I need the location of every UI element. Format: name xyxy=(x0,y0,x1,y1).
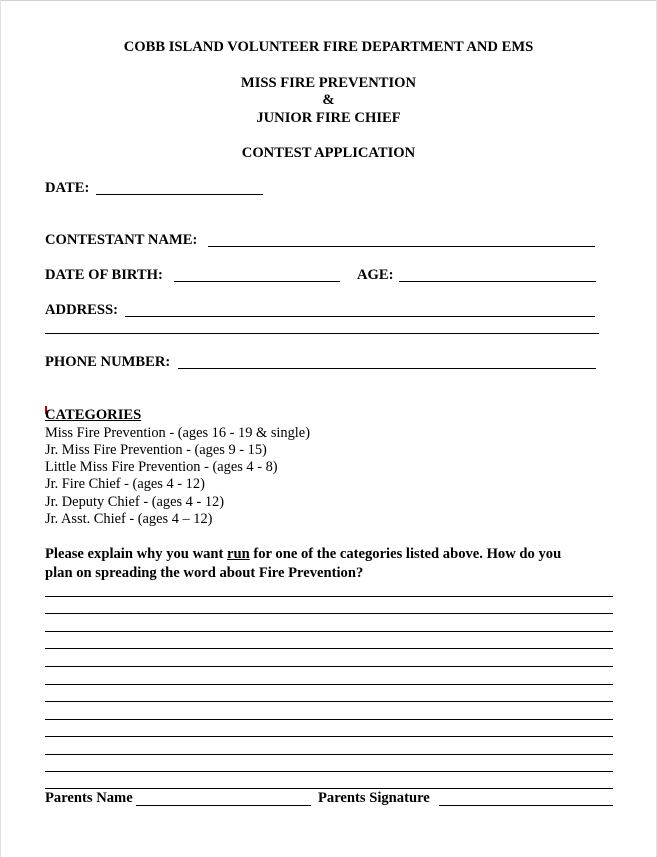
parents-name-label: Parents Name xyxy=(45,790,133,806)
answer-line[interactable] xyxy=(45,648,613,649)
category-item: Jr. Asst. Chief - (ages 4 – 12) xyxy=(45,511,213,527)
answer-line[interactable] xyxy=(45,719,613,720)
date-field[interactable] xyxy=(96,194,263,195)
phone-field[interactable] xyxy=(178,368,596,369)
question-line-2: plan on spreading the word about Fire Prevention? xyxy=(45,565,364,581)
top-border xyxy=(0,0,657,1)
question-line-1 xyxy=(45,546,561,563)
form-title: CONTEST APPLICATION xyxy=(241,145,416,161)
title-ampersand: & xyxy=(322,92,335,108)
category-item: Jr. Miss Fire Prevention - (ages 9 - 15) xyxy=(45,442,267,458)
parents-name-field[interactable] xyxy=(136,805,311,806)
category-item: Miss Fire Prevention - (ages 16 - 19 & single) xyxy=(45,425,310,441)
contestant-name-label: CONTESTANT NAME: xyxy=(45,232,198,248)
date-label: DATE: xyxy=(45,180,90,196)
category-item: Jr. Fire Chief - (ages 4 - 12) xyxy=(45,476,205,492)
answer-line[interactable] xyxy=(45,613,613,614)
category-item: Little Miss Fire Prevention - (ages 4 - 8) xyxy=(45,459,278,475)
categories-heading: CATEGORIES xyxy=(45,407,142,423)
left-border xyxy=(0,0,1,857)
question-text-run: run xyxy=(227,546,250,562)
title-line-1: MISS FIRE PREVENTION xyxy=(240,75,417,91)
answer-line[interactable] xyxy=(45,631,613,632)
age-label: AGE: xyxy=(357,267,394,283)
answer-line[interactable] xyxy=(45,736,613,737)
parents-signature-label: Parents Signature xyxy=(318,790,430,806)
org-heading: COBB ISLAND VOLUNTEER FIRE DEPARTMENT AND EMS xyxy=(123,39,534,55)
answer-line[interactable] xyxy=(45,788,613,789)
answer-line[interactable] xyxy=(45,701,613,702)
answer-line[interactable] xyxy=(45,596,613,597)
question-text-b: for one of the categories listed above. How do you xyxy=(249,546,562,562)
contestant-name-field[interactable] xyxy=(208,246,595,247)
parents-signature-field[interactable] xyxy=(439,805,613,806)
answer-line[interactable] xyxy=(45,754,613,755)
answer-line[interactable] xyxy=(45,771,613,772)
phone-label: PHONE NUMBER: xyxy=(45,354,171,370)
dob-field[interactable] xyxy=(174,281,340,282)
title-line-2: JUNIOR FIRE CHIEF xyxy=(256,110,401,126)
answer-line[interactable] xyxy=(45,684,613,685)
address-field-line-1[interactable] xyxy=(125,316,595,317)
dob-label: DATE OF BIRTH: xyxy=(45,267,163,283)
age-field[interactable] xyxy=(399,281,596,282)
address-label: ADDRESS: xyxy=(45,302,118,318)
category-item: Jr. Deputy Chief - (ages 4 - 12) xyxy=(45,494,225,510)
answer-line[interactable] xyxy=(45,666,613,667)
question-text-a: Please explain why you want xyxy=(45,546,228,562)
address-field-line-2[interactable] xyxy=(45,333,599,334)
